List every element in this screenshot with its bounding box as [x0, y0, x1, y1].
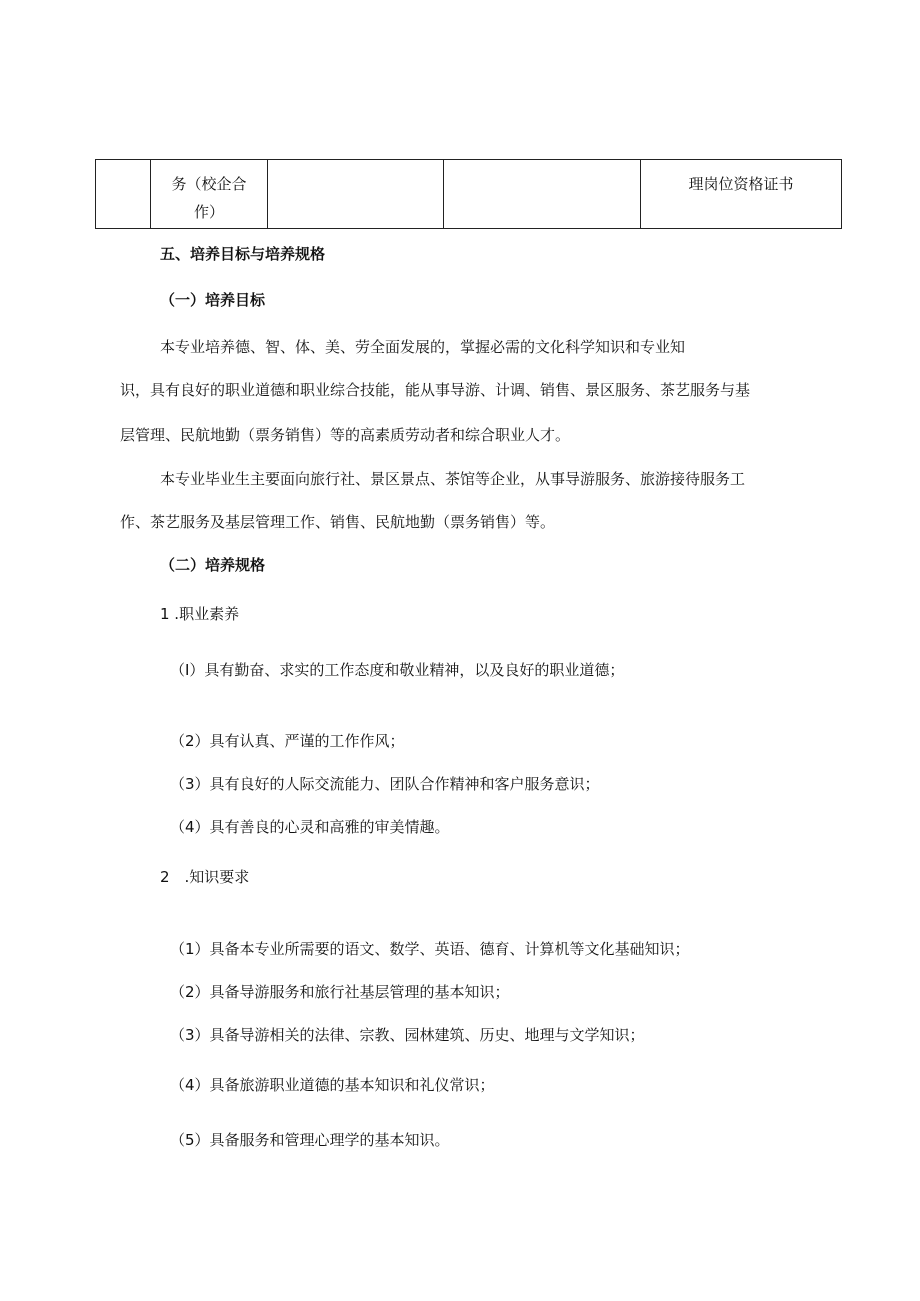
table-cell [641, 160, 842, 229]
paragraph-line: 作、茶艺服务及基层管理工作、销售、民航地勤（票务销售）等。 [120, 513, 556, 531]
list-item: （5）具备服务和管理心理学的基本知识。 [170, 1131, 450, 1149]
table-cell [268, 160, 444, 229]
list-heading-professional-quality: 1 .职业素养 [160, 605, 240, 623]
list-item: （I）具有勤奋、求实的工作态度和敬业精神，以及良好的职业道德； [170, 661, 625, 679]
table-cell [444, 160, 641, 229]
list-item: （2）具有认真、严谨的工作作风； [170, 732, 405, 750]
paragraph-line: 本专业培养德、智、体、美、劳全面发展的，掌握必需的文化科学知识和专业知 [160, 338, 686, 356]
table-row [96, 160, 842, 229]
paragraph-line: 本专业毕业生主要面向旅行社、景区景点、茶馆等企业，从事导游服务、旅游接待服务工 [160, 470, 746, 488]
table-cell-text: 理岗位资格证书 [688, 175, 794, 193]
table-cell-text: 务（校企合 作） [171, 175, 247, 221]
paragraph-line: 识，具有良好的职业道德和职业综合技能，能从事导游、计调、销售、景区服务、茶艺服务与基 [120, 381, 751, 399]
curriculum-table-fragment [95, 159, 842, 229]
subsection-heading-spec: （二）培养规格 [160, 556, 266, 574]
table-cell [151, 160, 268, 229]
table-cell [96, 160, 151, 229]
paragraph-line: 层管理、民航地勤（票务销售）等的高素质劳动者和综合职业人才。 [120, 426, 571, 444]
section-heading: 五、培养目标与培养规格 [160, 245, 326, 263]
list-item: （2）具备导游服务和旅行社基层管理的基本知识； [170, 983, 510, 1001]
subsection-heading-goal: （一）培养目标 [160, 291, 266, 309]
list-item: （4）具备旅游职业道德的基本知识和礼仪常识； [170, 1076, 495, 1094]
list-heading-knowledge: 2 .知识要求 [160, 868, 250, 886]
list-item: （3）具有良好的人际交流能力、团队合作精神和客户服务意识； [170, 775, 600, 793]
list-item: （1）具备本专业所需要的语文、数学、英语、德育、计算机等文化基础知识； [170, 940, 690, 958]
list-item: （3）具备导游相关的法律、宗教、园林建筑、历史、地理与文学知识； [170, 1026, 645, 1044]
list-item: （4）具有善良的心灵和高雅的审美情趣。 [170, 818, 450, 836]
